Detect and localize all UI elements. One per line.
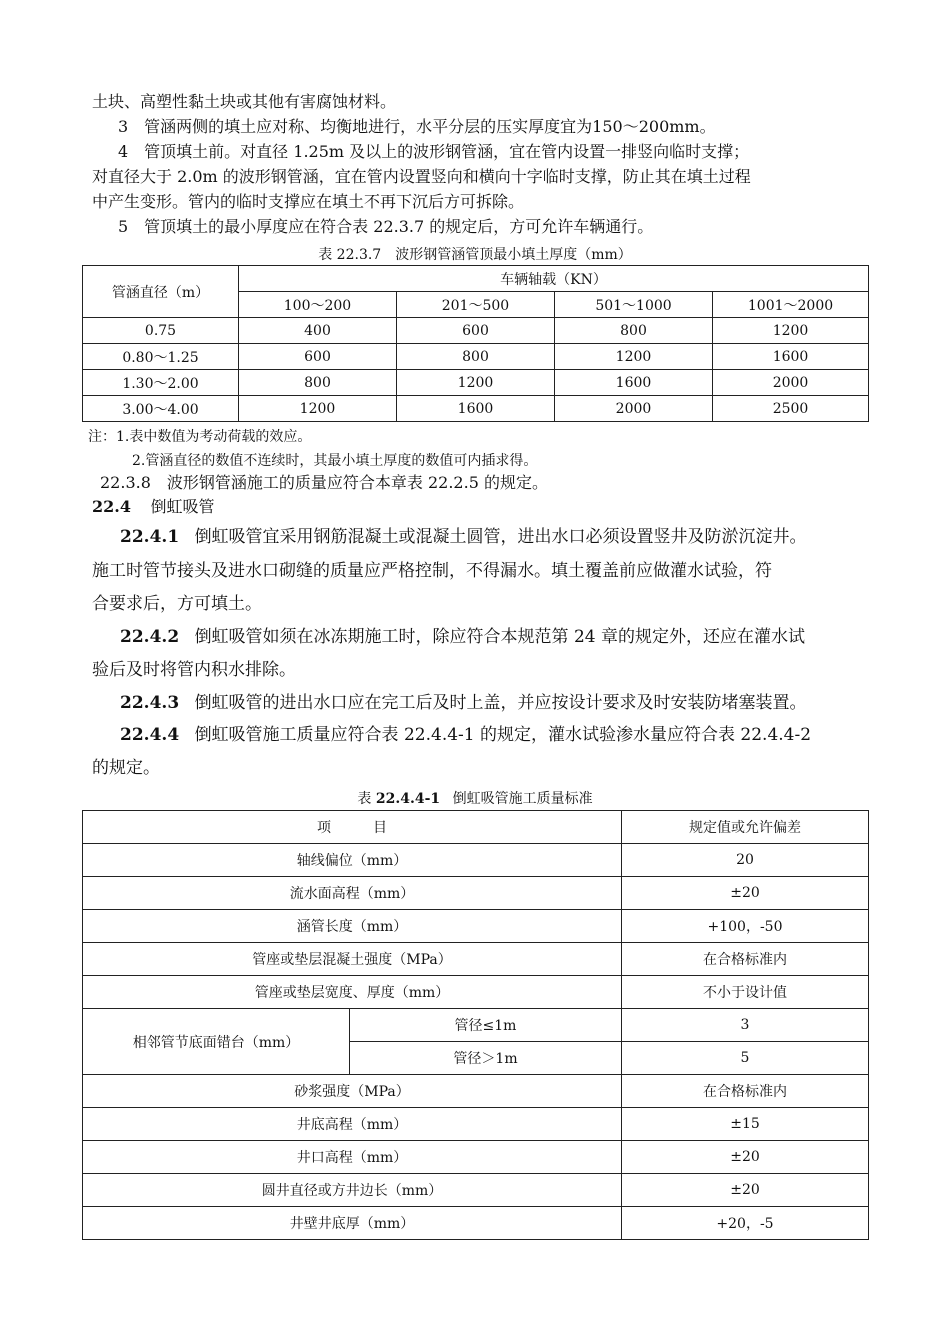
table-row — [83, 976, 869, 1009]
table-row — [83, 370, 869, 396]
header-item: 项 目 — [83, 811, 622, 844]
sub-item-cell: 管径＞1m — [350, 1042, 622, 1075]
table-caption: 表 22.3.7 波形钢管涵管顶最小填土厚度（mm） — [318, 247, 632, 263]
clause-text: 合要求后，方可填土。 — [92, 594, 262, 614]
item-cell: 流水面高程（mm） — [83, 877, 622, 910]
table-row — [83, 910, 869, 943]
clause-text: 倒虹吸管施工质量应符合表 22.4.4-1 的规定，灌水试验渗水量应符合表 22.4.4-2 — [194, 725, 812, 745]
paragraph-line: 对直径大于 2.0m 的波形钢管涵，宜在管内设置竖向和横向十字临时支撑，防止其在填土过程 — [92, 167, 751, 186]
item-cell: 圆井直径或方井边长（mm） — [83, 1174, 622, 1207]
sub-item-cell: 管径≤1m — [350, 1009, 622, 1042]
header-load-col: 1001～2000 — [713, 292, 869, 318]
table-cell: 1600 — [397, 396, 555, 422]
item-cell: 井口高程（mm） — [83, 1141, 622, 1174]
clause-number: 22.4.4 — [120, 725, 180, 745]
quality-standard-table — [82, 810, 869, 1240]
value-cell: ±20 — [622, 1174, 869, 1207]
table-cell: 2500 — [713, 396, 869, 422]
clause-number: 22.4.2 — [120, 627, 180, 647]
table-cell: 1600 — [713, 344, 869, 370]
table-row — [83, 1207, 869, 1240]
table-cell: 2000 — [555, 396, 713, 422]
table-caption — [82, 788, 868, 808]
table-cell: 400 — [239, 318, 397, 344]
section-number: 22.4 — [92, 497, 131, 516]
clause-text: 的规定。 — [92, 758, 160, 778]
value-cell: +100，-50 — [622, 910, 869, 943]
item-cell: 井壁井底厚（mm） — [83, 1207, 622, 1240]
table-cell: 0.75 — [83, 318, 239, 344]
value-cell: 3 — [622, 1009, 869, 1042]
table-row — [83, 1141, 869, 1174]
value-cell: 20 — [622, 844, 869, 877]
header-load-col: 501～1000 — [555, 292, 713, 318]
clause-text: 施工时管节接头及进水口砌缝的质量应严格控制，不得漏水。填土覆盖前应做灌水试验，符 — [92, 561, 772, 581]
table-cell: 1600 — [555, 370, 713, 396]
value-cell: 在合格标准内 — [622, 1075, 869, 1108]
item-cell: 管座或垫层混凝土强度（MPa） — [83, 943, 622, 976]
table-cell: 3.00～4.00 — [83, 396, 239, 422]
table-note: 注：1.表中数值为考动荷载的效应。 — [88, 429, 312, 445]
table-cell: 2000 — [713, 370, 869, 396]
table-cell: 1200 — [239, 396, 397, 422]
clause-number: 22.4.3 — [120, 693, 180, 713]
paragraph-line: 4 管顶填土前。对直径 1.25m 及以上的波形钢管涵，宜在管内设置一排竖向临时支撑； — [118, 142, 750, 161]
item-cell: 井底高程（mm） — [83, 1108, 622, 1141]
table-cell: 800 — [397, 344, 555, 370]
table-row — [83, 396, 869, 422]
caption-title: 倒虹吸管施工质量标准 — [452, 791, 593, 807]
header-load-col: 201～500 — [397, 292, 555, 318]
table-cell: 800 — [555, 318, 713, 344]
header-load-col: 100～200 — [239, 292, 397, 318]
value-cell: ±20 — [622, 877, 869, 910]
clause-number: 22.4.1 — [120, 527, 180, 547]
paragraph-line: 中产生变形。管内的临时支撑应在填土不再下沉后方可拆除。 — [92, 192, 525, 211]
table-note: 2.管涵直径的数值不连续时，其最小填土厚度的数值可内插求得。 — [132, 453, 538, 469]
table-cell: 1200 — [555, 344, 713, 370]
paragraph-line: 5 管顶填土的最小厚度应在符合表 22.3.7 的规定后，方可允许车辆通行。 — [118, 217, 654, 236]
table-row — [83, 943, 869, 976]
table-row — [83, 1174, 869, 1207]
table-cell: 1200 — [713, 318, 869, 344]
table-row — [83, 344, 869, 370]
value-cell: ±15 — [622, 1108, 869, 1141]
clause-22-3-8: 22.3.8 波形钢管涵施工的质量应符合本章表 22.2.5 的规定。 — [100, 473, 548, 492]
section-heading — [92, 494, 215, 520]
table-row — [83, 844, 869, 877]
header-value: 规定值或允许偏差 — [622, 811, 869, 844]
paragraph-line: 土块、高塑性黏土块或其他有害腐蚀材料。 — [92, 92, 397, 111]
table-cell: 600 — [239, 344, 397, 370]
item-cell: 涵管长度（mm） — [83, 910, 622, 943]
table-cell: 0.80～1.25 — [83, 344, 239, 370]
item-cell: 管座或垫层宽度、厚度（mm） — [83, 976, 622, 1009]
table-row — [83, 1009, 869, 1042]
table-row — [83, 318, 869, 344]
item-cell-offset: 相邻管节底面错台（mm） — [83, 1009, 350, 1075]
value-cell: 不小于设计值 — [622, 976, 869, 1009]
header-diameter: 管涵直径（m） — [83, 266, 239, 318]
clause-22-4-4 — [120, 720, 811, 745]
clause-22-4-2 — [120, 622, 805, 647]
table-cell: 600 — [397, 318, 555, 344]
value-cell: ±20 — [622, 1141, 869, 1174]
value-cell: 在合格标准内 — [622, 943, 869, 976]
clause-text: 倒虹吸管如须在冰冻期施工时，除应符合本规范第 24 章的规定外，还应在灌水试 — [194, 627, 806, 647]
item-cell: 砂浆强度（MPa） — [83, 1075, 622, 1108]
header-axle-load: 车辆轴载（KN） — [239, 266, 869, 292]
table-row — [83, 877, 869, 910]
item-cell: 轴线偏位（mm） — [83, 844, 622, 877]
clause-text: 倒虹吸管宜采用钢筋混凝土或混凝土圆管，进出水口必须设置竖井及防淤沉淀井。 — [194, 527, 807, 547]
caption-number: 22.4.4-1 — [375, 791, 441, 807]
min-fill-thickness-table — [82, 265, 869, 422]
section-title: 倒虹吸管 — [150, 497, 215, 516]
table-row — [83, 1075, 869, 1108]
clause-text: 验后及时将管内积水排除。 — [92, 660, 296, 680]
value-cell: +20，-5 — [622, 1207, 869, 1240]
caption-prefix: 表 — [357, 791, 372, 807]
table-row — [83, 1108, 869, 1141]
clause-22-4-3 — [120, 688, 807, 713]
clause-22-4-1 — [120, 522, 807, 547]
value-cell: 5 — [622, 1042, 869, 1075]
table-cell: 800 — [239, 370, 397, 396]
clause-text: 倒虹吸管的进出水口应在完工后及时上盖，并应按设计要求及时安装防堵塞装置。 — [194, 693, 807, 713]
table-cell: 1.30～2.00 — [83, 370, 239, 396]
table-cell: 1200 — [397, 370, 555, 396]
paragraph-line: 3 管涵两侧的填土应对称、均衡地进行，水平分层的压实厚度宜为150～200mm。 — [118, 117, 716, 136]
